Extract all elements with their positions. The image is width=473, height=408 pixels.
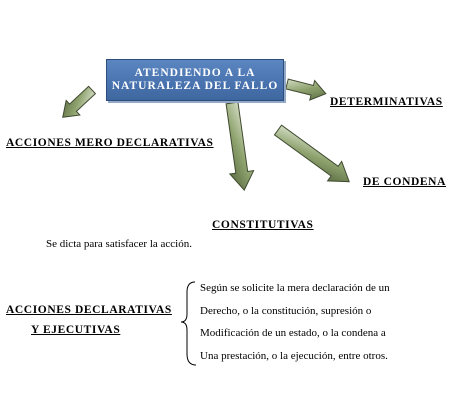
- arrow-to-de-condena: [271, 120, 356, 191]
- constitutivas-label: CONSTITUTIVAS: [212, 219, 314, 231]
- arrow-to-determinativas: [285, 74, 329, 103]
- declarativas-ejecutivas-description: [200, 277, 390, 367]
- mero-declarativas-label: ACCIONES MERO DECLARATIVAS: [6, 137, 214, 149]
- main-concept-line1: ATENDIENDO A LA: [134, 67, 256, 79]
- description-line: Derecho, o la constitución, supresión o: [200, 304, 372, 317]
- declarativas-ejecutivas-label-line2: Y EJECUTIVAS: [31, 324, 121, 336]
- main-concept-box: [106, 59, 284, 101]
- determinativas-label: DETERMINATIVAS: [330, 96, 443, 108]
- declarativas-ejecutivas-label-line1: ACCIONES DECLARATIVAS: [6, 304, 172, 316]
- description-line: Según se solicite la mera declaración de un: [200, 282, 390, 294]
- arrow-to-constitutivas: [220, 101, 256, 191]
- curly-brace: [181, 282, 196, 365]
- de-condena-label: DE CONDENA: [363, 176, 446, 188]
- description-line: Modificación de un estado, o la condena a: [200, 327, 386, 339]
- constitutivas-note: Se dicta para satisfacer la acción.: [46, 238, 192, 250]
- arrow-to-mero-declarativas: [56, 83, 99, 125]
- description-line: Una prestación, o la ejecución, entre otros.: [200, 349, 388, 362]
- main-concept-line2: NATURALEZA DEL FALLO: [111, 80, 279, 92]
